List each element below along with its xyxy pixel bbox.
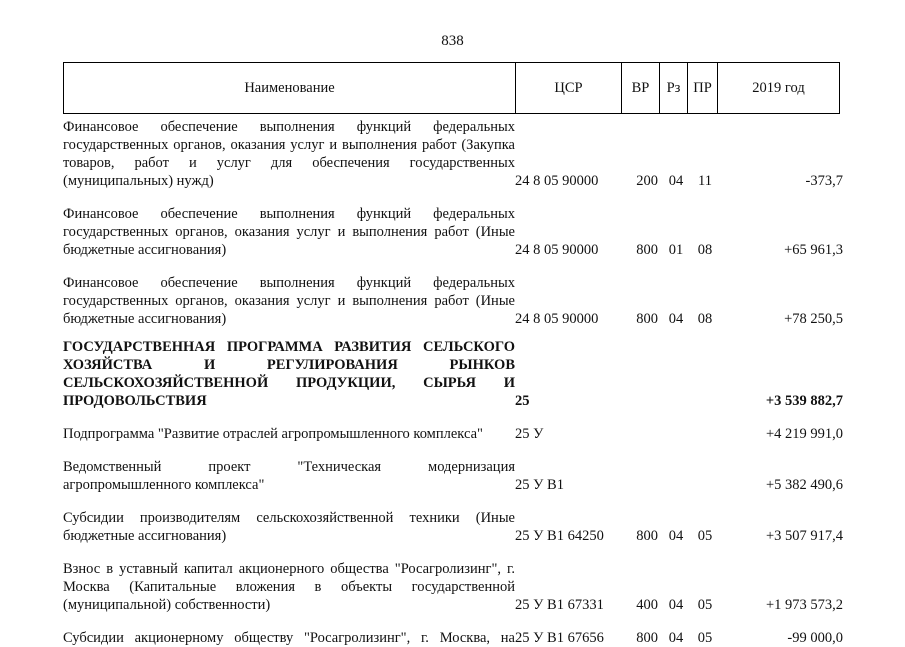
table-row: [63, 205, 843, 259]
row-name: Ведомственный проект "Техническая модернизация агропромышленного комплекса": [63, 459, 515, 493]
row-vr: 400: [636, 597, 658, 613]
row-vr: 800: [636, 528, 658, 544]
header-csr: ЦСР: [516, 63, 622, 114]
row-csr: 24 8 05 90000: [515, 173, 599, 189]
row-csr: 24 8 05 90000: [515, 242, 599, 258]
row-rz: 04: [668, 311, 684, 327]
row-pr: 08: [697, 242, 713, 258]
row-name: Субсидии производителям сельскохозяйственной техники (Иные бюджетные ассигнования): [63, 510, 515, 544]
row-name: Взнос в уставный капитал акционерного общества "Росагролизинг", г. Москва (Капитальные вложения в объекты государственной (муниципальной) собственности): [63, 561, 515, 613]
row-name: Финансовое обеспечение выполнения функций федеральных государственных органов, оказания услуг и выполнения работ (Иные бюджетные ассигнования): [63, 206, 515, 258]
row-amount: +3 539 882,7: [765, 393, 843, 409]
row-amount: +5 382 490,6: [765, 477, 843, 493]
header-pr: ПР: [688, 63, 718, 114]
table-row: [63, 509, 843, 545]
row-csr: 25 У: [515, 426, 544, 442]
row-csr: 25 У В1 67331: [515, 597, 604, 613]
table-row: [63, 274, 843, 328]
row-name: Субсидии акционерному обществу "Росагролизинг", г. Москва, на: [63, 630, 515, 646]
row-csr: 25 У В1 67656: [515, 630, 604, 646]
row-name: Подпрограмма "Развитие отраслей агропромышленного комплекса": [63, 426, 483, 442]
row-vr: 800: [636, 242, 658, 258]
row-name: Финансовое обеспечение выполнения функций федеральных государственных органов, оказания услуг и выполнения работ (Иные бюджетные ассигнования): [63, 275, 515, 327]
row-amount: +1 973 573,2: [765, 597, 843, 613]
row-pr: 05: [697, 597, 713, 613]
row-vr: 200: [636, 173, 658, 189]
row-vr: 800: [636, 311, 658, 327]
row-amount: -373,7: [805, 173, 843, 189]
row-csr: 25: [515, 393, 530, 409]
row-csr: 24 8 05 90000: [515, 311, 599, 327]
header-vr: ВР: [622, 63, 660, 114]
table-row-program: [63, 338, 843, 410]
row-amount: +3 507 917,4: [765, 528, 843, 544]
table-row: [63, 560, 843, 614]
row-pr: 08: [697, 311, 713, 327]
page-number: 838: [441, 33, 464, 49]
row-amount: -99 000,0: [787, 630, 843, 646]
row-pr: 05: [697, 630, 713, 646]
table-body: [63, 118, 843, 647]
row-rz: 04: [668, 630, 684, 646]
header-year: 2019 год: [718, 63, 840, 114]
table-row: [63, 425, 843, 443]
header-name: Наименование: [64, 63, 516, 114]
row-amount: +65 961,3: [784, 242, 843, 258]
row-amount: +4 219 991,0: [765, 426, 843, 442]
row-rz: 04: [668, 528, 684, 544]
row-vr: 800: [636, 630, 658, 646]
table-row: [63, 629, 843, 647]
row-amount: +78 250,5: [784, 311, 843, 327]
table-row: [63, 118, 843, 190]
row-pr: 11: [698, 173, 712, 189]
row-rz: 04: [668, 173, 684, 189]
row-pr: 05: [697, 528, 713, 544]
row-csr: 25 У В1: [515, 477, 564, 493]
row-rz: 01: [668, 242, 684, 258]
row-name: ГОСУДАРСТВЕННАЯ ПРОГРАММА РАЗВИТИЯ СЕЛЬСКОГО ХОЗЯЙСТВА И РЕГУЛИРОВАНИЯ РЫНКОВ СЕЛЬСКОХОЗЯЙСТВЕННОЙ ПРОДУКЦИИ, СЫРЬЯ И ПРОДОВОЛЬСТВИЯ: [63, 339, 515, 409]
row-csr: 25 У В1 64250: [515, 528, 604, 544]
row-rz: 04: [668, 597, 684, 613]
table-row: [63, 458, 843, 494]
row-name: Финансовое обеспечение выполнения функций федеральных государственных органов, оказания услуг и выполнения работ (Закупка товаров, работ и услуг для обеспечения государственных (муниципальных) нужд): [63, 119, 515, 189]
table-header: [63, 62, 840, 114]
header-rz: Рз: [660, 63, 688, 114]
